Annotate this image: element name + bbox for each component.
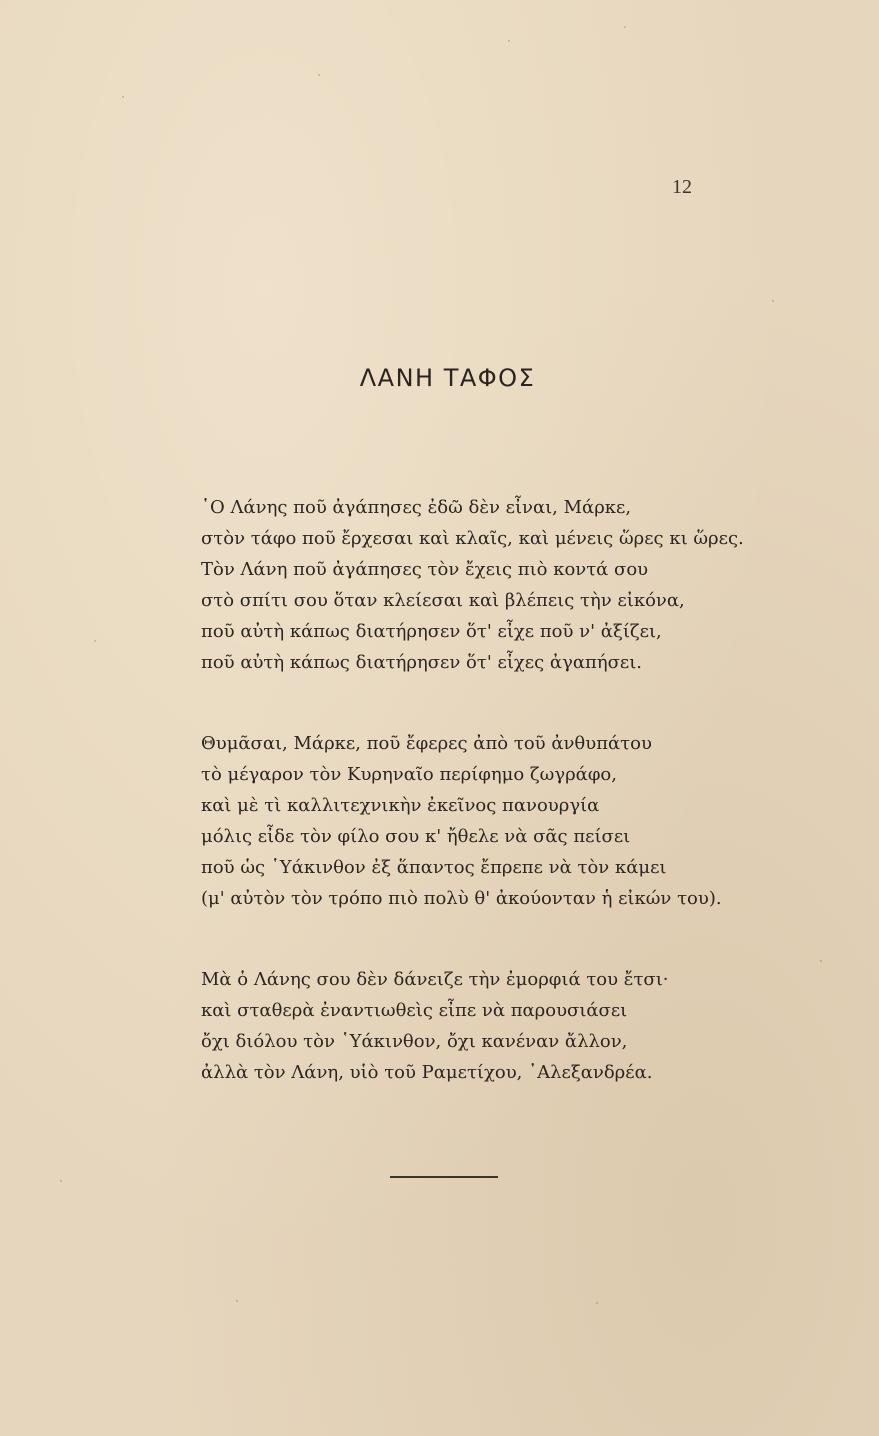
end-rule	[390, 1176, 498, 1178]
paper-speck	[772, 300, 774, 302]
poem-title: ΛΑΝΗ ΤΑΦΟΣ	[359, 364, 536, 392]
stanza-2	[201, 728, 801, 914]
poem-line: καὶ μὲ τὶ καλλιτεχνικὴν ἐκεῖνος πανουργία	[201, 795, 600, 816]
poem-line: τὸ μέγαρον τὸν Κυρηναῖο περίφημο ζωγράφο,	[201, 764, 617, 785]
paper-speck	[820, 960, 822, 962]
paper-speck	[624, 26, 626, 28]
paper-speck	[596, 1302, 598, 1304]
paper-speck	[508, 40, 510, 42]
poem-line: ποῦ αὐτὴ κάπως διατήρησεν ὅτ' εἶχες ἀγαπήσει.	[201, 652, 642, 673]
paper-speck	[94, 640, 96, 642]
poem-line: Θυμᾶσαι, Μάρκε, ποῦ ἔφερες ἀπὸ τοῦ ἀνθυπάτου	[201, 733, 652, 754]
poem-line: στὸν τάφο ποῦ ἔρχεσαι καὶ κλαῖς, καὶ μένεις ὥρες κι ὥρες.	[201, 528, 744, 549]
poem-line: Μὰ ὁ Λάνης σου δὲν δάνειζε τὴν ἐμορφιά του ἔτσι·	[201, 969, 669, 990]
stanza-1	[201, 492, 801, 678]
poem-line: ποῦ αὐτὴ κάπως διατήρησεν ὅτ' εἶχε ποῦ ν' ἀξίζει,	[201, 621, 662, 642]
paper-speck	[122, 96, 124, 98]
poem-line: καὶ σταθερὰ ἐναντιωθεὶς εἶπε νὰ παρουσιάσει	[201, 1000, 628, 1021]
poem-line: ὄχι διόλου τὸν ῾Υάκινθον, ὄχι κανέναν ἄλλον,	[201, 1031, 628, 1052]
poem-line: (μ' αὐτὸν τὸν τρόπο πιὸ πολὺ θ' ἀκούονταν ἡ εἰκών του).	[201, 888, 722, 909]
poem-line: ποῦ ὡς ῾Υάκινθον ἐξ ἅπαντος ἔπρεπε νὰ τὸν κάμει	[201, 857, 667, 878]
paper-speck	[236, 1300, 238, 1302]
poem-line: Τὸν Λάνη ποῦ ἀγάπησες τὸν ἔχεις πιὸ κοντά σου	[201, 559, 649, 580]
poem-line: ἀλλὰ τὸν Λάνη, υἱὸ τοῦ Ραμετίχου, ᾿Αλεξανδρέα.	[201, 1062, 653, 1083]
poem-line: στὸ σπίτι σου ὅταν κλείεσαι καὶ βλέπεις τὴν εἰκόνα,	[201, 590, 685, 611]
paper-speck	[318, 74, 320, 76]
paper-speck	[60, 1180, 62, 1182]
poem-body	[201, 492, 801, 1138]
poem-line: μόλις εἶδε τὸν φίλο σου κ' ἤθελε νὰ σᾶς πείσει	[201, 826, 631, 847]
stanza-3	[201, 964, 801, 1088]
poem-line: ῾Ο Λάνης ποῦ ἀγάπησες ἐδῶ δὲν εἶναι, Μάρκε,	[201, 497, 632, 518]
page-number: 12	[672, 176, 692, 198]
